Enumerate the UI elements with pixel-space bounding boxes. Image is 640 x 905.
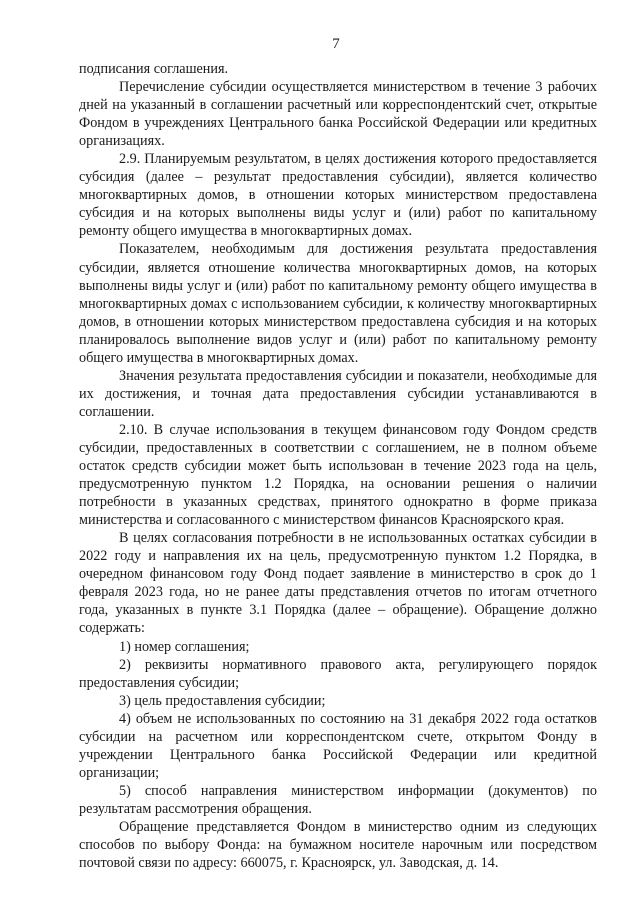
document-body [79, 60, 597, 872]
paragraph-submission-method: Обращение представляется Фондом в министерство одним из следующих способов по выбору Фонда: на бумажном носителе нарочным или посредством почтовой связи по адресу: 660075, г. Красноярск, ул. Заводская, д. 14. [79, 818, 597, 872]
list-item-1: 1) номер соглашения; [119, 638, 250, 655]
page-number: 7 [332, 36, 340, 52]
list-item-5: 5) способ направления министерством информации (документов) по результатам рассмотрения обращения. [79, 782, 597, 817]
paragraph-2-9-planned-result: 2.9. Планируемым результатом, в целях достижения которого предоставляется субсидия (далее – результат предоставления субсидии), является количество многоквартирных домов, в отношении которых министерством предоставлена субсидия и на которых выполнены виды услуг и (или) работ по капитальному ремонту общего имущества в многоквартирных домах. [79, 151, 597, 240]
paragraph-approval-request: В целях согласования потребности в не использованных остатках субсидии в 2022 году и направления их на цель, предусмотренную пунктом 1.2 Порядка, в очередном финансовом году Фонд подает заявление в министерство в срок до 1 февраля 2023 года, но не ранее даты представления отчетов по итогам отчетного года, указанных в пункте 3.1 Порядка (далее – обращение). Обращение должно содержать: [79, 530, 597, 637]
list-item-4: 4) объем не использованных по состоянию на 31 декабря 2022 года остатков субсидии на расчетном или корреспондентском счете, открытом Фонду в учреждении Центрального банка Российской Федерации или кредитной организации; [79, 710, 597, 781]
paragraph-2-10-unused-funds: 2.10. В случае использования в текущем финансовом году Фондом средств субсидии, предоставленных в соответствии с соглашением, не в полном объеме остаток средств субсидии может быть использован в течение 2023 года на цель, предусмотренную пунктом 1.2 Порядка, на основании решения о наличии потребности в указанных средствах, принятого однократно в форме приказа министерства и согласованного с министерством финансов Красноярского края. [79, 421, 597, 529]
list-item-3: 3) цель предоставления субсидии; [119, 692, 326, 709]
paragraph-continuation: подписания соглашения. [79, 61, 229, 77]
paragraph-result-values: Значения результата предоставления субсидии и показатели, необходимые для их достижения, и точная дата предоставления субсидии устанавливаются в соглашении. [79, 367, 597, 420]
list-item-2: 2) реквизиты нормативного правового акта, регулирующего порядок предоставления субсидии; [79, 656, 597, 691]
paragraph-subsidy-transfer: Перечисление субсидии осуществляется министерством в течение 3 рабочих дней на указанный в соглашении расчетный или корреспондентский счет, открытые Фондом в учреждениях Центрального банка Российской Федерации или кредитных организациях. [79, 79, 597, 150]
paragraph-indicator: Показателем, необходимым для достижения результата предоставления субсидии, является отношение количества многоквартирных домов, на которых выполнены виды услуг и (или) работ по капитальному ремонту общего имущества в многоквартирных домах с использованием субсидии, к количеству многоквартирных домов, в отношении которых министерством предоставлена субсидия и на которых планировалось выполнение видов услуг и (или) работ по капитальному ремонту общего имущества в многоквартирных домах. [79, 241, 597, 366]
